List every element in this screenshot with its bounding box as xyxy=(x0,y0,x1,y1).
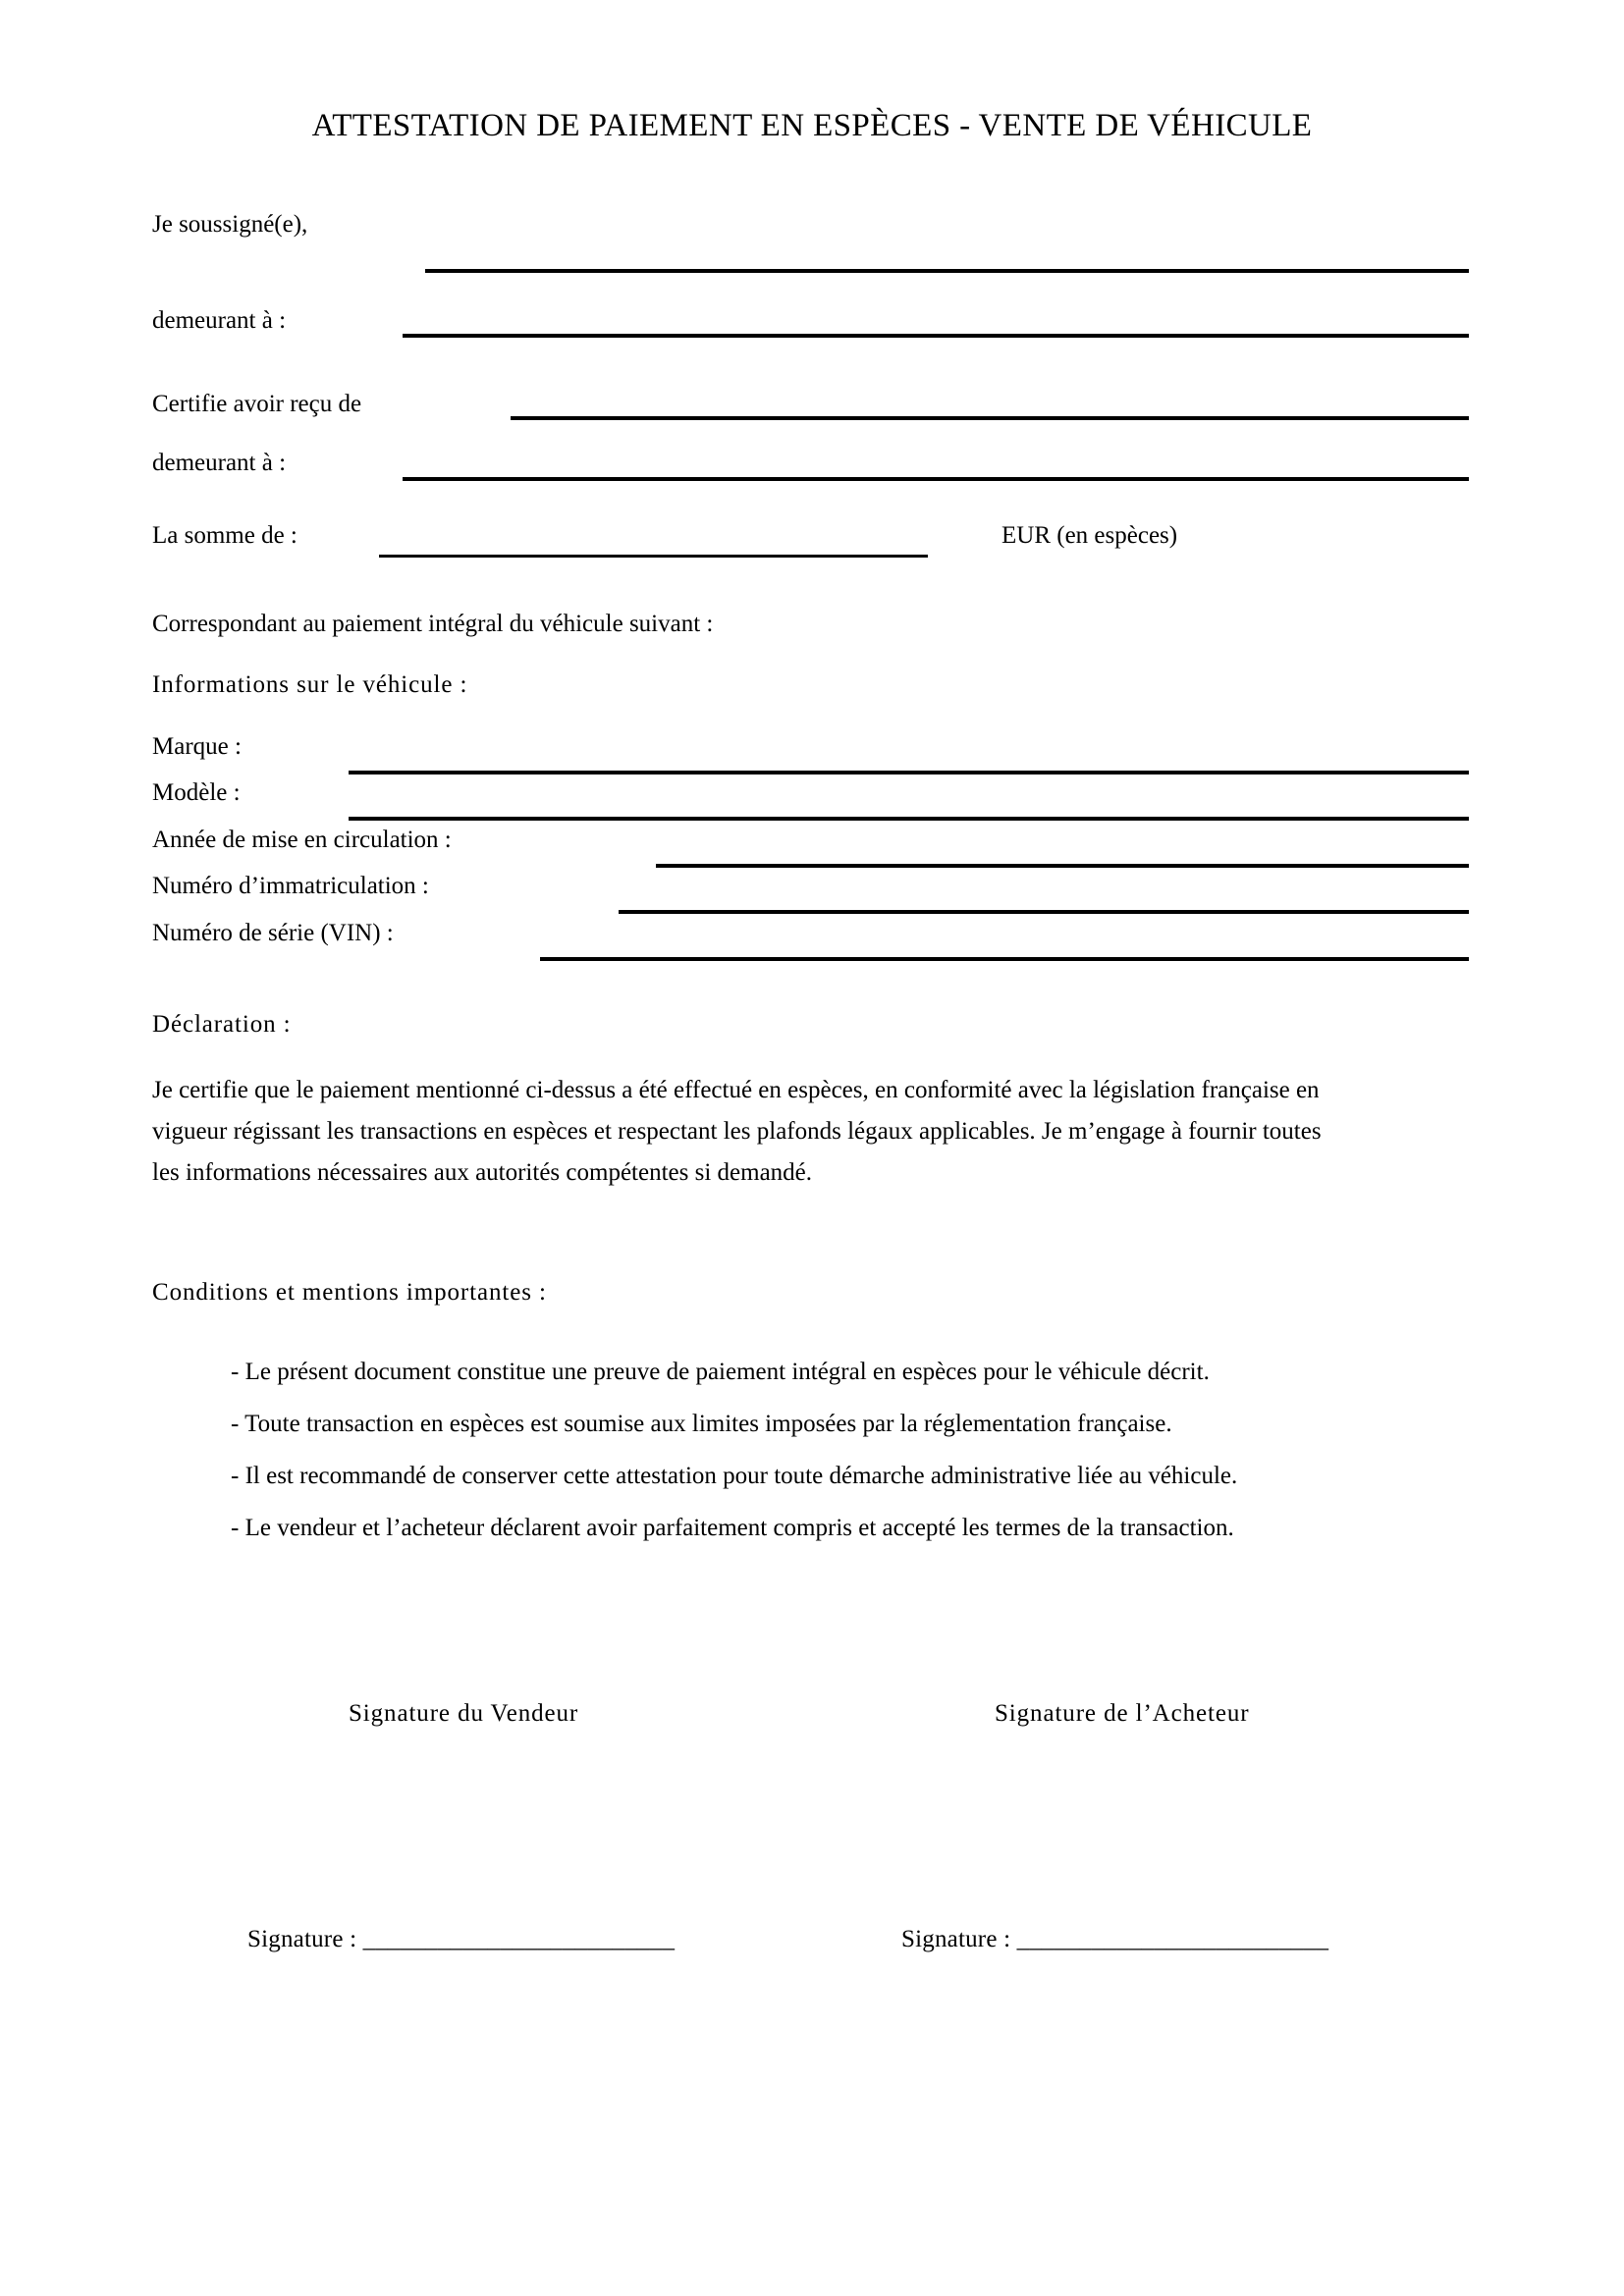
field-vehicle-year-line[interactable] xyxy=(656,864,1469,868)
label-amount: La somme de : xyxy=(152,522,298,549)
label-undersigned-address: demeurant à : xyxy=(152,307,287,334)
label-received-from: Certifie avoir reçu de xyxy=(152,391,362,417)
label-payment-purpose: Correspondant au paiement intégral du véhicule suivant : xyxy=(152,611,714,637)
label-vehicle-plate: Numéro d’immatriculation : xyxy=(152,873,429,899)
label-vehicle-year: Année de mise en circulation : xyxy=(152,827,452,853)
signature-heading-seller: Signature du Vendeur xyxy=(349,1700,579,1727)
list-item: - Toute transaction en espèces est soumise aux limites imposées par la réglementation française. xyxy=(231,1411,1172,1437)
section-heading-conditions: Conditions et mentions importantes : xyxy=(152,1279,547,1306)
declaration-line-1: Je certifie que le paiement mentionné ci-dessus a été effectué en espèces, en conformité avec la législation française en xyxy=(152,1077,1320,1103)
field-undersigned-address-line[interactable] xyxy=(403,334,1469,338)
field-received-from-line[interactable] xyxy=(511,416,1469,420)
page-title: ATTESTATION DE PAIEMENT EN ESPÈCES - VENTE DE VÉHICULE xyxy=(311,108,1313,143)
field-undersigned-line[interactable] xyxy=(425,269,1469,273)
label-vehicle-model: Modèle : xyxy=(152,779,241,806)
signature-field-seller[interactable]: Signature : _________________________ xyxy=(247,1926,676,1952)
list-item: - Le présent document constitue une preuve de paiement intégral en espèces pour le véhicule décrit. xyxy=(231,1359,1210,1385)
label-vehicle-make: Marque : xyxy=(152,733,242,760)
field-vehicle-make-line[interactable] xyxy=(349,771,1469,774)
list-item: - Le vendeur et l’acheteur déclarent avoir parfaitement compris et accepté les termes de la transaction. xyxy=(231,1515,1234,1541)
declaration-line-2: vigueur régissant les transactions en espèces et respectant les plafonds légaux applicables. Je m’engage à fournir toutes xyxy=(152,1118,1322,1145)
signature-heading-buyer: Signature de l’Acheteur xyxy=(995,1700,1250,1727)
field-vehicle-plate-line[interactable] xyxy=(619,910,1469,914)
signature-field-buyer[interactable]: Signature : _________________________ xyxy=(901,1926,1329,1952)
declaration-line-3: les informations nécessaires aux autorités compétentes si demandé. xyxy=(152,1159,813,1186)
section-heading-declaration: Déclaration : xyxy=(152,1011,292,1038)
section-heading-vehicle: Informations sur le véhicule : xyxy=(152,671,468,698)
label-amount-currency: EUR (en espèces) xyxy=(1001,522,1178,549)
label-received-from-address: demeurant à : xyxy=(152,450,287,476)
field-amount-line[interactable] xyxy=(379,555,928,558)
field-vehicle-model-line[interactable] xyxy=(349,817,1469,821)
field-vehicle-vin-line[interactable] xyxy=(540,957,1469,961)
label-undersigned: Je soussigné(e), xyxy=(152,211,308,238)
field-received-from-address-line[interactable] xyxy=(403,477,1469,481)
label-vehicle-vin: Numéro de série (VIN) : xyxy=(152,920,394,946)
list-item: - Il est recommandé de conserver cette attestation pour toute démarche administrative liée au véhicule. xyxy=(231,1463,1238,1489)
